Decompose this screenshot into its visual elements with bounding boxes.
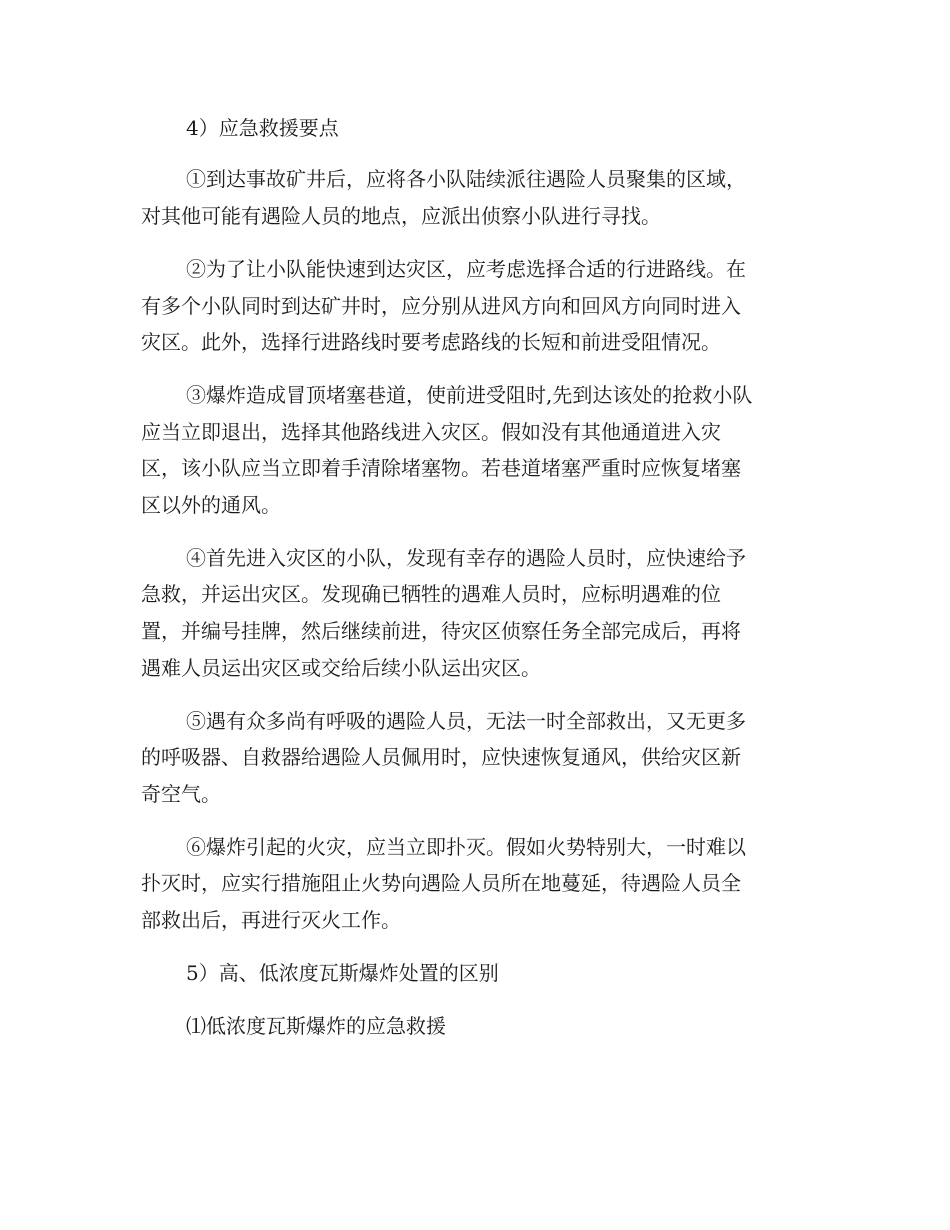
paragraph-line: 对其他可能有遇险人员的地点，应派出侦察小队进行寻找。 xyxy=(141,204,661,228)
paragraph-line: 扑灭时，应实行措施阻止火势向遇险人员所在地蔓延，待遇险人员全 xyxy=(141,871,741,895)
paragraph-line: 置，并编号挂牌，然后继续前进，待灾区侦察任务全部完成后，再将 xyxy=(141,619,741,643)
paragraph-line: ⑥爆炸引起的火灾，应当立即扑灭。假如火势特别大，一时难以 xyxy=(186,835,746,859)
section-heading: 5）高、低浓度瓦斯爆炸处置的区别 xyxy=(186,961,499,985)
section-heading: 4）应急救援要点 xyxy=(186,116,339,140)
paragraph-line: ③爆炸造成冒顶堵塞巷道，使前进受阻时,先到达该处的抢救小队 xyxy=(186,383,753,407)
paragraph-line: 急救，并运出灾区。发现确已牺牲的遇难人员时，应标明遇难的位 xyxy=(141,582,721,606)
paragraph-line: 的呼吸器、自救器给遇险人员佩用时，应快速恢复通风，供给灾区新 xyxy=(141,745,741,769)
subsection-heading: ⑴低浓度瓦斯爆炸的应急救援 xyxy=(186,1014,446,1038)
paragraph-line: ④首先进入灾区的小队，发现有幸存的遇险人员时，应快速给予 xyxy=(186,546,746,570)
paragraph-line: 遇难人员运出灾区或交给后续小队运出灾区。 xyxy=(141,656,541,680)
paragraph-line: 应当立即退出，选择其他路线进入灾区。假如没有其他通道进入灾 xyxy=(141,420,721,444)
paragraph-line: 部救出后，再进行灭火工作。 xyxy=(141,908,401,932)
paragraph-line: ①到达事故矿井后，应将各小队陆续派往遇险人员聚集的区域， xyxy=(186,167,746,191)
paragraph-line: ⑤遇有众多尚有呼吸的遇险人员，无法一时全部救出，又无更多 xyxy=(186,709,746,733)
paragraph-line: 区以外的通风。 xyxy=(141,493,281,517)
paragraph-line: 有多个小队同时到达矿井时，应分别从进风方向和回风方向同时进入 xyxy=(141,294,741,318)
paragraph-line: ②为了让小队能快速到达灾区，应考虑选择合适的行进路线。在 xyxy=(186,257,746,281)
paragraph-line: 灾区。此外，选择行进路线时要考虑路线的长短和前进受阻情况。 xyxy=(141,330,721,354)
paragraph-line: 区，该小队应当立即着手清除堵塞物。若巷道堵塞严重时应恢复堵塞 xyxy=(141,456,741,480)
paragraph-line: 奇空气。 xyxy=(141,782,221,806)
